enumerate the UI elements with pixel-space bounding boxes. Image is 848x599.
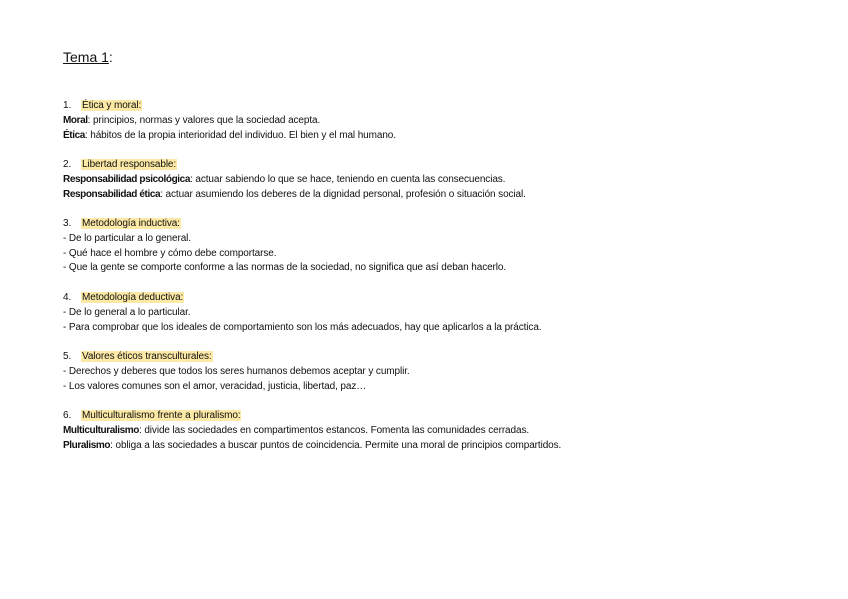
section-number: 4. [63,292,72,303]
bullet-line: - Derechos y deberes que todos los seres humanos debemos aceptar y cumplir. [63,365,410,377]
section-heading-text: Metodología inductiva: [82,218,180,229]
definition-term: Moral [63,114,88,126]
bullet-line: - Para comprobar que los ideales de comportamiento son los más adecuados, hay que aplicarlos a la práctica. [63,321,542,333]
section-5 [63,350,410,394]
page-title [63,48,113,66]
section-number: 6. [63,410,72,421]
section-2 [63,158,526,202]
definition-text: : divide las sociedades en compartimentos estancos. Fomenta las comunidades cerradas. [138,424,530,436]
section-heading [63,217,506,232]
definition-line [63,114,396,129]
bullet-line: - Que la gente se comporte conforme a las normas de la sociedad, no significa que así deban hacerlo. [63,262,507,274]
definition-term: Responsabilidad psicológica [63,173,191,185]
section-heading [63,158,526,173]
section-heading-text: Multiculturalismo frente a pluralismo: [82,410,241,421]
definition-text: : hábitos de la propia interioridad del individuo. El bien y el mal humano. [84,129,396,141]
title-text: Tema 1 [63,49,109,65]
section-3 [63,217,506,276]
section-heading-text: Metodología deductiva: [82,292,184,303]
section-number: 1. [63,100,72,111]
definition-line [63,424,561,439]
definition-line [63,439,561,454]
section-6 [63,409,561,453]
section-1 [63,99,396,143]
section-number: 5. [63,351,72,362]
bullet-line: - De lo particular a lo general. [63,232,191,244]
section-heading-text: Ética y moral: [82,100,142,111]
bullet-line: - Los valores comunes son el amor, veracidad, justicia, libertad, paz… [63,380,367,392]
section-heading [63,99,396,114]
section-heading-text: Valores éticos transculturales: [82,351,212,362]
title-colon: : [108,49,113,65]
definition-term: Ética [63,129,85,141]
definition-term: Pluralismo [63,439,111,451]
definition-term: Responsabilidad ética [63,188,161,200]
definition-text: : actuar asumiendo los deberes de la dignidad personal, profesión o situación social. [160,188,526,200]
section-heading [63,350,410,365]
definition-line [63,129,396,144]
section-number: 3. [63,218,72,229]
section-heading [63,409,561,424]
definition-line [63,188,526,203]
bullet-line: - Qué hace el hombre y cómo debe comportarse. [63,247,277,259]
definition-text: : obliga a las sociedades a buscar puntos de coincidencia. Permite una moral de principios compartidos. [110,439,562,451]
section-heading-text: Libertad responsable: [82,159,177,170]
definition-text: : principios, normas y valores que la sociedad acepta. [87,114,321,126]
section-4 [63,291,541,335]
definition-line [63,173,526,188]
section-number: 2. [63,159,72,170]
bullet-line: - De lo general a lo particular. [63,306,191,318]
definition-text: : actuar sabiendo lo que se hace, teniendo en cuenta las consecuencias. [190,173,506,185]
section-heading [63,291,541,306]
definition-term: Multiculturalismo [63,424,139,436]
